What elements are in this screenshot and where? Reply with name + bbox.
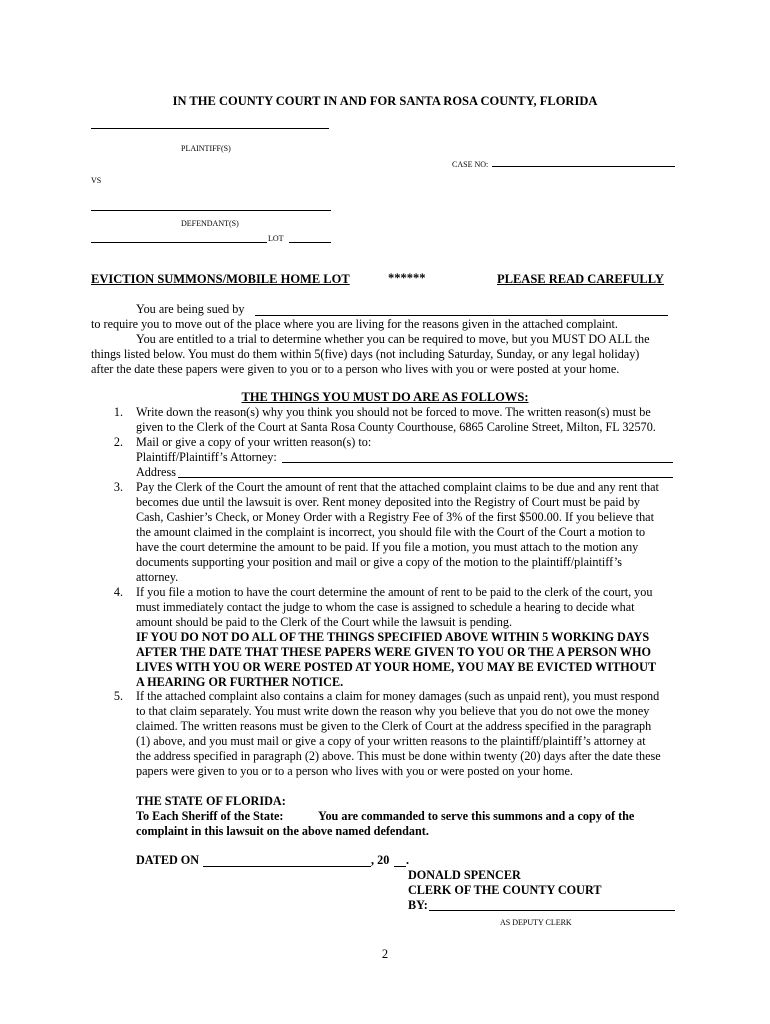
item-line: If the attached complaint also contains a claim for money damages (such as unpaid rent), you must respond [136,689,660,703]
warning-line: IF YOU DO NOT DO ALL OF THE THINGS SPECIFIED ABOVE WITHIN 5 WORKING DAYS [136,630,650,644]
lot-address-line[interactable] [91,242,267,243]
address-line[interactable] [178,477,673,478]
page-number: 2 [381,947,389,961]
intro-line-2: to require you to move out of the place where you are living for the reasons given in the attached complaint. [91,317,618,331]
complaint-line: complaint in this lawsuit on the above named defendant. [136,824,429,838]
dated-year-label: , 20 [371,853,390,867]
item-line: claimed. The written reasons must be given to the Clerk of Court at the address specified in the paragraph [136,719,652,733]
address-label: Address [136,465,176,479]
summons-title: EVICTION SUMMONS/MOBILE HOME LOT [91,272,350,286]
sued-by-line[interactable] [255,315,668,316]
clerk-title: CLERK OF THE COUNTY COURT [408,883,602,897]
item-line: becomes due until the lawsuit is over. Rent money deposited into the Registry of Court must be paid by [136,495,641,509]
vs-label: VS [91,176,102,185]
plaintiff-label: PLAINTIFF(S) [181,144,231,153]
item-number: 1. [113,405,123,419]
attorney-label: Plaintiff/Plaintiff’s Attorney: [136,450,277,464]
item-line: given to the Clerk of the Court at Santa Rosa County Courthouse, 6865 Caroline Street, Milton, FL 32570. [136,420,656,434]
item-line: papers were given to you or to a person who lives with you or were posted on your home. [136,764,573,778]
dated-end: . [406,853,410,867]
dated-on-label: DATED ON [136,853,200,867]
item-line: have the court determine the amount to be paid. If you file a motion, you must attach to the motion any [136,540,639,554]
item-line: must immediately contact the judge to whom the case is assigned to schedule a hearing to decide what [136,600,635,614]
lot-number-line[interactable] [289,242,331,243]
court-title: IN THE COUNTY COURT IN AND FOR SANTA ROSA COUNTY, FLORIDA [172,94,598,108]
item-line: Mail or give a copy of your written reason(s) to: [136,435,372,449]
item-line: amount should be paid to the Clerk of the Court while the lawsuit is pending. [136,615,513,629]
item-line: Write down the reason(s) why you think you should not be forced to move. The written reason(s) must be [136,405,651,419]
defendant-label: DEFENDANT(S) [181,219,239,228]
item-number: 2. [113,435,123,449]
to-each-sheriff: To Each Sheriff of the State: [136,809,284,823]
year-line[interactable] [394,866,406,867]
intro-line-3: You are entitled to a trial to determine whether you can be required to move, but you MUST DO ALL the [136,332,650,346]
item-number: 4. [113,585,123,599]
state-of-florida: THE STATE OF FLORIDA: [136,794,286,808]
item-number: 3. [113,480,123,494]
intro-line-5: after the date these papers were given to you or to a person who lives with you or were posted at your home. [91,362,620,376]
list-item [0,435,770,481]
warning-line: AFTER THE DATE THAT THESE PAPERS WERE GIVEN TO YOU OR THE A PERSON WHO [136,645,651,659]
item-line: (1) above, and you must mail or give a copy of your written reasons to the plaintiff/plaintiff’s attorney at [136,734,646,748]
lot-label: LOT [268,234,284,243]
item-line: documents supporting your position and mail or give a copy of the motion to the plaintiff/plaintiff’s [136,555,622,569]
plaintiff-name-line[interactable] [91,128,329,129]
case-no-line[interactable] [492,166,675,167]
things-heading: THE THINGS YOU MUST DO ARE AS FOLLOWS: [241,390,529,404]
intro-line-4: things listed below. You must do them within 5(five) days (not including Saturday, Sunday, or any legal holiday) [91,347,640,361]
sued-by-label: You are being sued by [136,302,245,316]
item-line: If you file a motion to have the court determine the amount of rent to be paid to the clerk of the court, you [136,585,653,599]
item-line: to that claim separately. You must write down the reason why you believe that you do not owe the money [136,704,650,718]
item-line: the amount claimed in the complaint is incorrect, you should file with the Court of the Court a motion to [136,525,646,539]
deputy-clerk-label: AS DEPUTY CLERK [500,918,572,927]
commanded-text: You are commanded to serve this summons and a copy of the [318,809,635,823]
clerk-name: DONALD SPENCER [408,868,521,882]
item-number: 5. [113,689,123,703]
item-line: attorney. [136,570,179,584]
by-label: BY: [408,898,428,912]
case-no-label: CASE NO: [452,160,489,169]
warning-line: A HEARING OR FURTHER NOTICE. [136,675,344,689]
stars: ****** [388,271,426,285]
item-line: Cash, Cashier’s Check, or Money Order with a Registry Fee of 3% of the first $500.00. If you believe that [136,510,654,524]
warning-line: LIVES WITH YOU OR WERE POSTED AT YOUR HOME, YOU MAY BE EVICTED WITHOUT [136,660,657,674]
signature-line[interactable] [429,910,675,911]
defendant-name-line[interactable] [91,210,331,211]
date-line[interactable] [203,866,371,867]
attorney-line[interactable] [282,462,673,463]
item-line: the address specified in paragraph (2) above. This must be done within twenty (20) days after the date these [136,749,661,763]
item-line: Pay the Clerk of the Court the amount of rent that the attached complaint claims to be due and any rent that [136,480,659,494]
read-carefully-heading: PLEASE READ CAREFULLY [497,272,664,286]
